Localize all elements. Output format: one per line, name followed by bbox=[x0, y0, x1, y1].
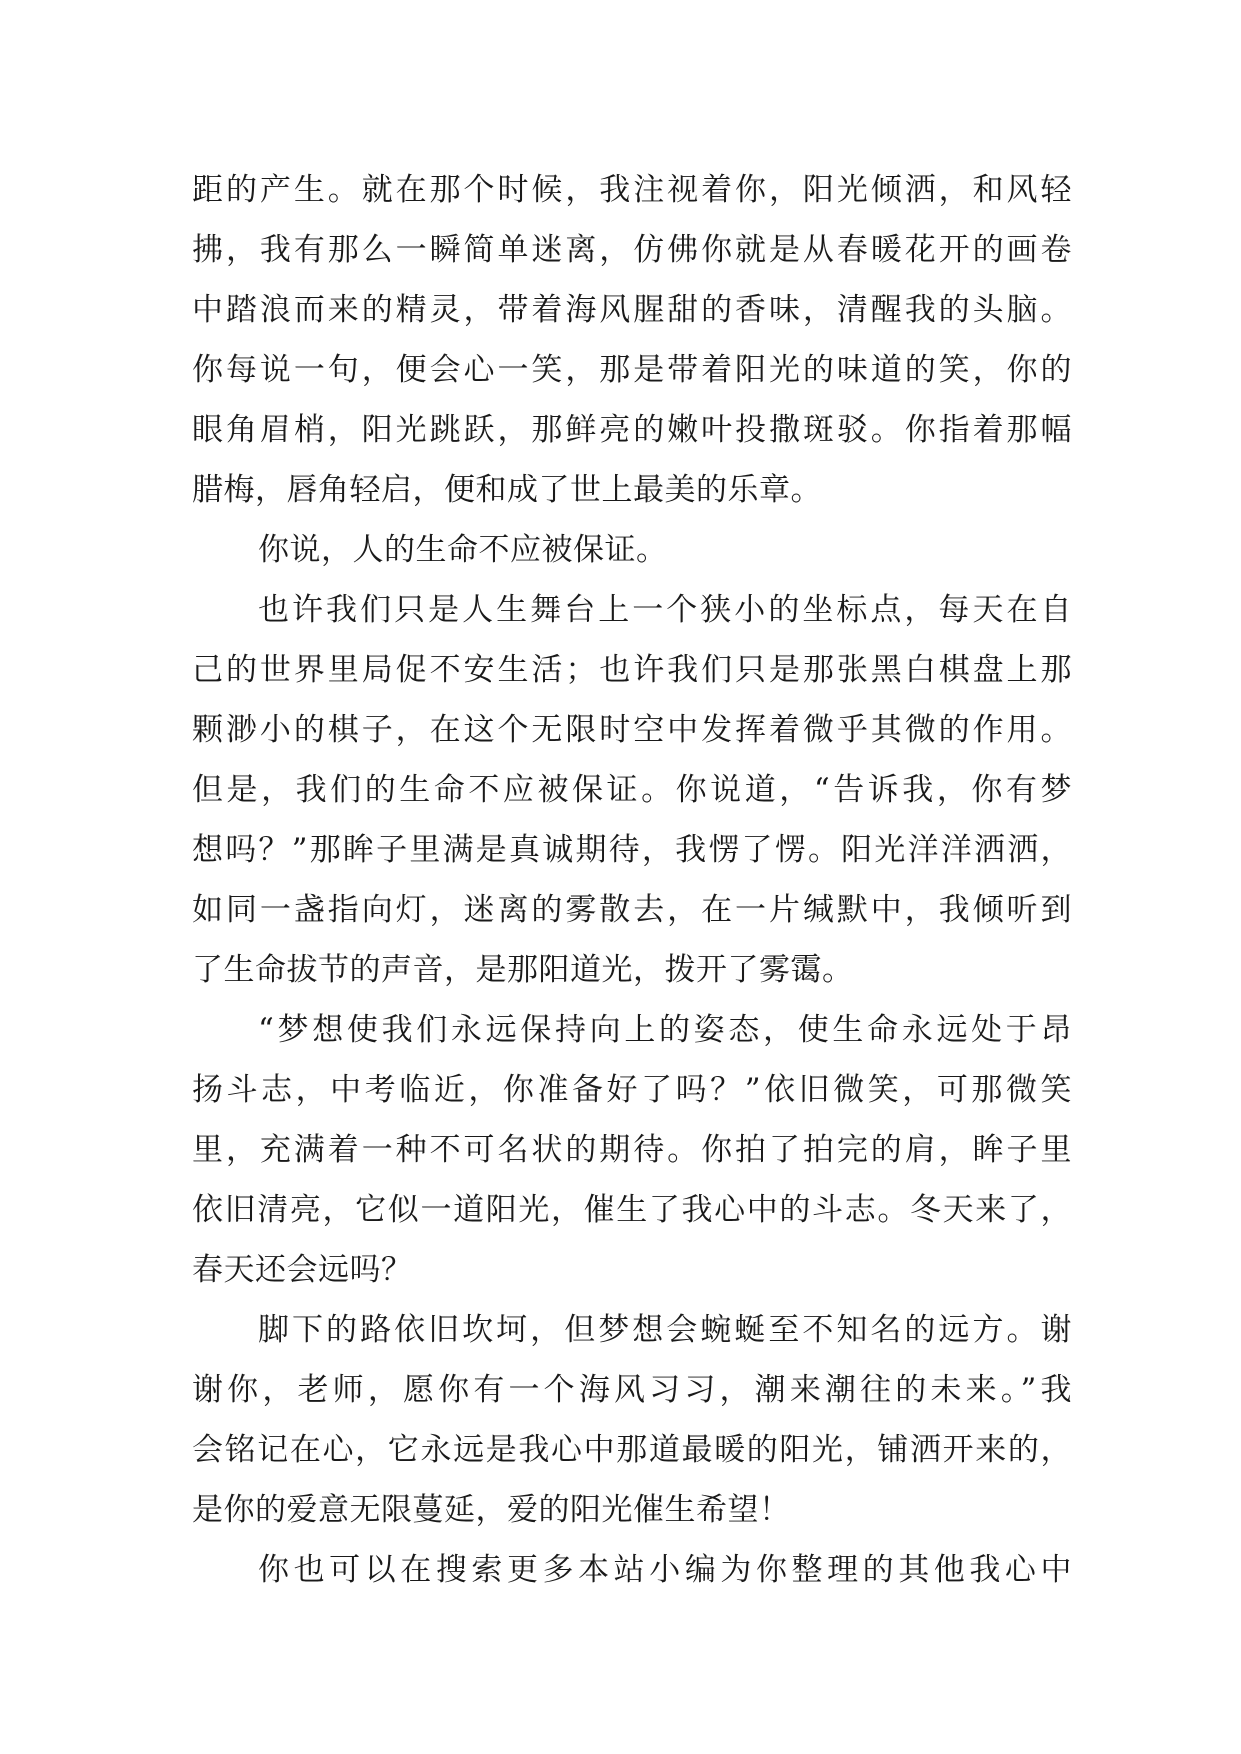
text-line: 腊梅，唇角轻启，便和成了世上最美的乐章。 bbox=[192, 472, 822, 508]
text-line: 想吗？”那眸子里满是真诚期待，我愣了愣。阳光洋洋洒洒， bbox=[192, 832, 1072, 868]
text-line: 是你的爱意无限蔓延，爱的阳光催生希望！ bbox=[192, 1492, 791, 1528]
text-line: 如同一盏指向灯，迷离的雾散去，在一片缄默中，我倾听到 bbox=[192, 892, 1072, 928]
text-line: 脚下的路依旧坎坷，但梦想会蜿蜒至不知名的远方。谢 bbox=[258, 1312, 1072, 1348]
text-line: 眼角眉梢，阳光跳跃，那鲜亮的嫩叶投撒斑驳。你指着那幅 bbox=[192, 412, 1072, 448]
text-line: 扬斗志，中考临近，你准备好了吗？”依旧微笑，可那微笑 bbox=[192, 1072, 1072, 1108]
text-line: 颗渺小的棋子，在这个无限时空中发挥着微乎其微的作用。 bbox=[192, 712, 1072, 748]
text-line: 了生命拔节的声音，是那阳道光，拨开了雾霭。 bbox=[192, 952, 854, 988]
body-text bbox=[192, 160, 1072, 1600]
text-line: 会铭记在心，它永远是我心中那道最暖的阳光，铺洒开来的， bbox=[192, 1432, 1072, 1468]
text-line: 你每说一句，便会心一笑，那是带着阳光的味道的笑，你的 bbox=[192, 352, 1072, 388]
text-line: 谢你，老师，愿你有一个海风习习，潮来潮往的未来。”我 bbox=[192, 1372, 1072, 1408]
text-line: “梦想使我们永远保持向上的姿态，使生命永远处于昂 bbox=[258, 1012, 1072, 1048]
text-line: 己的世界里局促不安生活；也许我们只是那张黑白棋盘上那 bbox=[192, 652, 1072, 688]
text-line: 也许我们只是人生舞台上一个狭小的坐标点，每天在自 bbox=[258, 592, 1072, 628]
text-line: 里，充满着一种不可名状的期待。你拍了拍完的肩，眸子里 bbox=[192, 1132, 1072, 1168]
text-line: 但是，我们的生命不应被保证。你说道，“告诉我，你有梦 bbox=[192, 772, 1072, 808]
text-line: 你也可以在搜索更多本站小编为你整理的其他我心中 bbox=[258, 1552, 1072, 1588]
text-line: 你说，人的生命不应被保证。 bbox=[258, 532, 668, 568]
text-line: 依旧清亮，它似一道阳光，催生了我心中的斗志。冬天来了， bbox=[192, 1192, 1072, 1228]
text-line: 春天还会远吗？ bbox=[192, 1252, 413, 1288]
text-line: 距的产生。就在那个时候，我注视着你，阳光倾洒，和风轻 bbox=[192, 172, 1072, 208]
text-line: 中踏浪而来的精灵，带着海风腥甜的香味，清醒我的头脑。 bbox=[192, 292, 1072, 328]
text-line: 拂，我有那么一瞬简单迷离，仿佛你就是从春暖花开的画卷 bbox=[192, 232, 1072, 268]
